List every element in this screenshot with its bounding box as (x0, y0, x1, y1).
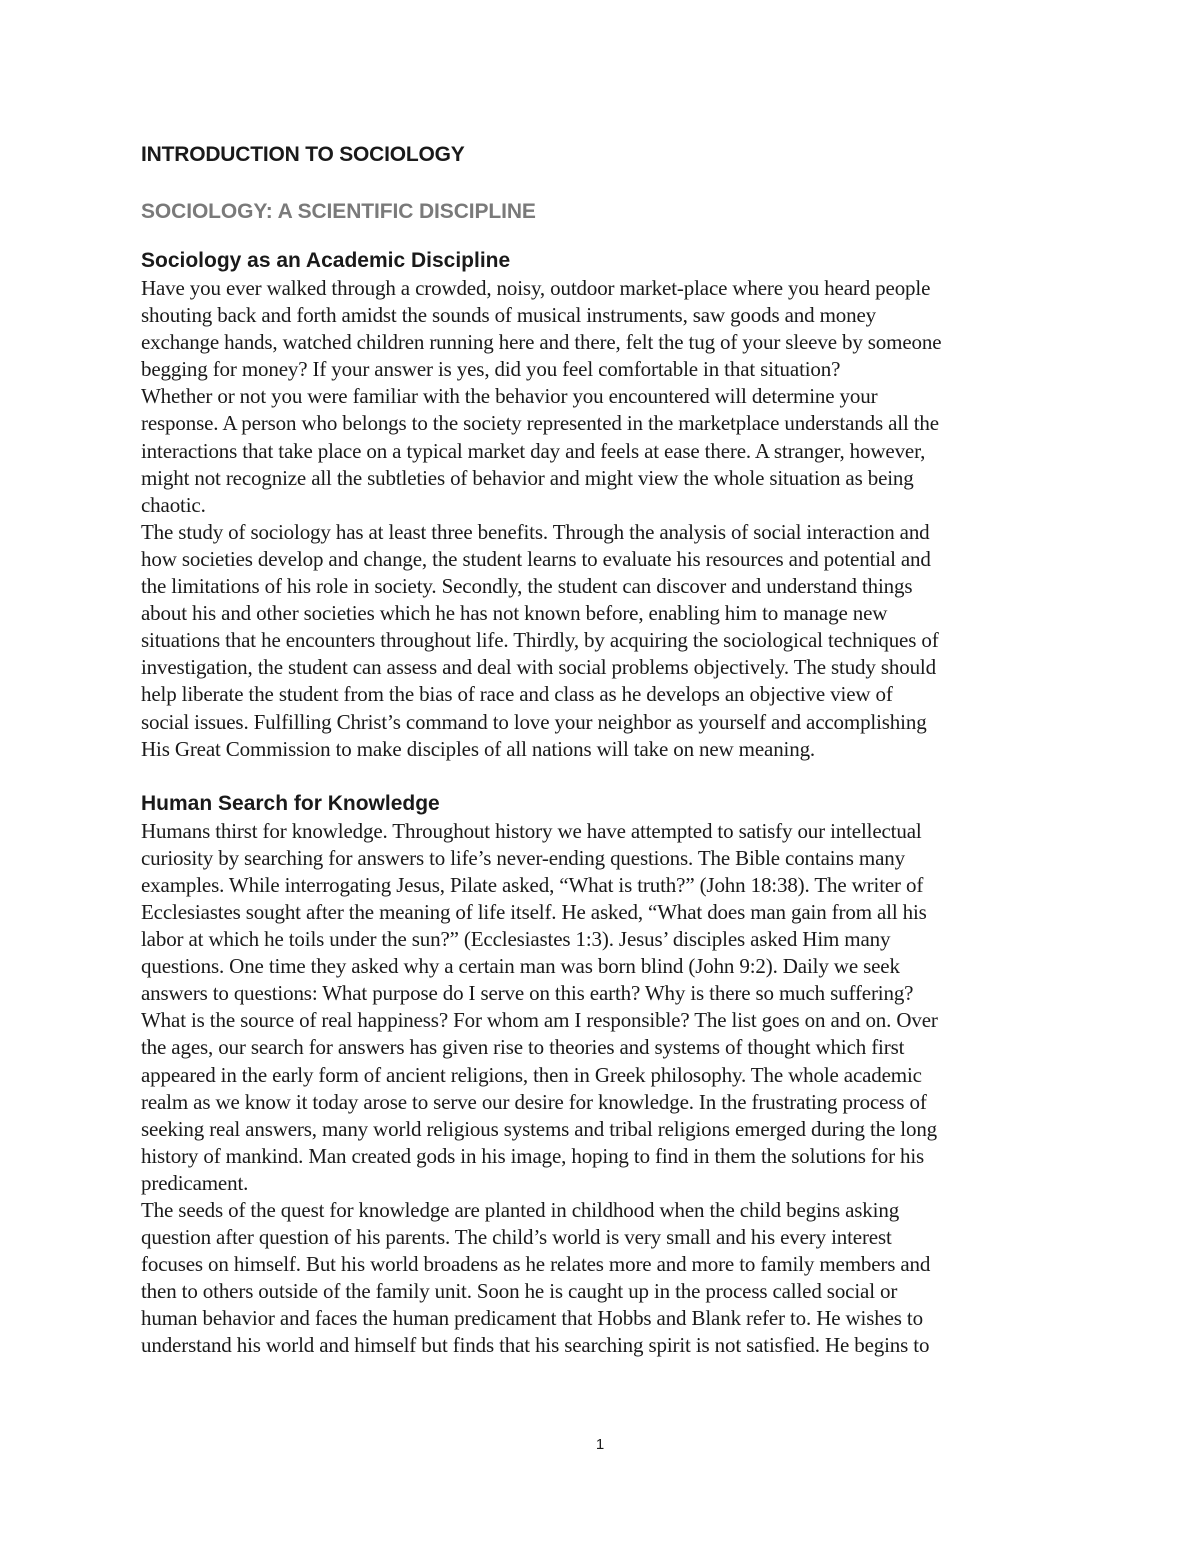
paragraph (141, 519, 1071, 763)
section-search-for-knowledge (141, 789, 1071, 1360)
text-line: seeking real answers, many world religious systems and tribal religions emerged during the long (141, 1116, 938, 1141)
document-subtitle: SOCIOLOGY: A SCIENTIFIC DISCIPLINE (141, 200, 536, 223)
text-line: shouting back and forth amidst the sounds of musical instruments, saw goods and money (141, 303, 876, 328)
text-line: about his and other societies which he has not known before, enabling him to manage new (141, 601, 888, 626)
text-line: His Great Commission to make disciples of all nations will take on new meaning. (141, 736, 816, 761)
text-line: begging for money? If your answer is yes, did you feel comfortable in that situation? (141, 357, 841, 382)
text-line: question after question of his parents. The child’s world is very small and his every interest (141, 1225, 892, 1250)
section-heading: Human Search for Knowledge (141, 791, 440, 815)
paragraph (141, 1197, 1071, 1360)
text-line: human behavior and faces the human predicament that Hobbs and Blank refer to. He wishes to (141, 1306, 923, 1331)
text-line: curiosity by searching for answers to life’s never-ending questions. The Bible contains many (141, 845, 905, 870)
section-body (141, 818, 1071, 1360)
paragraph (141, 818, 1071, 1197)
text-line: answers to questions: What purpose do I serve on this earth? Why is there so much suffering? (141, 981, 914, 1006)
text-line: understand his world and himself but finds that his searching spirit is not satisfied. He begins to (141, 1333, 930, 1358)
text-line: examples. While interrogating Jesus, Pilate asked, “What is truth?” (John 18:38). The writer of (141, 872, 924, 897)
text-line: Whether or not you were familiar with the behavior you encountered will determine your (141, 384, 878, 409)
text-line: might not recognize all the subtleties of behavior and might view the whole situation as being (141, 465, 914, 490)
text-line: history of mankind. Man created gods in his image, hoping to find in them the solutions for his (141, 1143, 925, 1168)
text-line: how societies develop and change, the student learns to evaluate his resources and potential and (141, 546, 931, 571)
section-heading: Sociology as an Academic Discipline (141, 249, 511, 272)
text-line: realm as we know it today arose to serve our desire for knowledge. In the frustrating process of (141, 1089, 927, 1114)
paragraph (141, 275, 1071, 383)
text-line: questions. One time they asked why a certain man was born blind (John 9:2). Daily we seek (141, 954, 900, 979)
text-line: the ages, our search for answers has given rise to theories and systems of thought which first (141, 1035, 905, 1060)
text-line: predicament. (141, 1170, 249, 1195)
text-line: The seeds of the quest for knowledge are planted in childhood when the child begins asking (141, 1198, 900, 1222)
text-line: chaotic. (141, 492, 206, 517)
text-line: response. A person who belongs to the society represented in the marketplace understands all the (141, 411, 939, 436)
text-line: exchange hands, watched children running here and there, felt the tug of your sleeve by someone (141, 330, 942, 355)
text-line: What is the source of real happiness? For whom am I responsible? The list goes on and on. Over (141, 1008, 938, 1033)
paragraph (141, 383, 1071, 518)
text-line: social issues. Fulfilling Christ’s command to love your neighbor as yourself and accomplishing (141, 709, 927, 734)
text-line: investigation, the student can assess and deal with social problems objectively. The study should (141, 655, 936, 680)
text-line: situations that he encounters throughout life. Thirdly, by acquiring the sociological techniques of (141, 628, 939, 653)
text-line: help liberate the student from the bias of race and class as he develops an objective view of (141, 682, 893, 707)
text-line: interactions that take place on a typical market day and feels at ease there. A stranger, however, (141, 438, 926, 463)
page-content (141, 140, 1071, 1360)
text-line: Ecclesiastes sought after the meaning of life itself. He asked, “What does man gain from all his (141, 899, 927, 924)
text-line: The study of sociology has at least three benefits. Through the analysis of social interaction and (141, 519, 930, 544)
text-line: Have you ever walked through a crowded, noisy, outdoor market-place where you heard people (141, 276, 931, 300)
text-line: focuses on himself. But his world broadens as he relates more and more to family members and (141, 1252, 931, 1277)
page-number: 1 (595, 1436, 605, 1453)
section-body (141, 275, 1071, 763)
text-line: Humans thirst for knowledge. Throughout history we have attempted to satisfy our intellectual (141, 818, 922, 843)
text-line: then to others outside of the family unit. Soon he is caught up in the process called social or (141, 1279, 898, 1304)
text-line: labor at which he toils under the sun?” (Ecclesiastes 1:3). Jesus’ disciples asked Him many (141, 927, 891, 952)
text-line: the limitations of his role in society. Secondly, the student can discover and understand things (141, 574, 913, 599)
section-academic-discipline (141, 246, 1071, 763)
document-title: INTRODUCTION TO SOCIOLOGY (141, 143, 465, 166)
text-line: appeared in the early form of ancient religions, then in Greek philosophy. The whole academic (141, 1062, 922, 1087)
